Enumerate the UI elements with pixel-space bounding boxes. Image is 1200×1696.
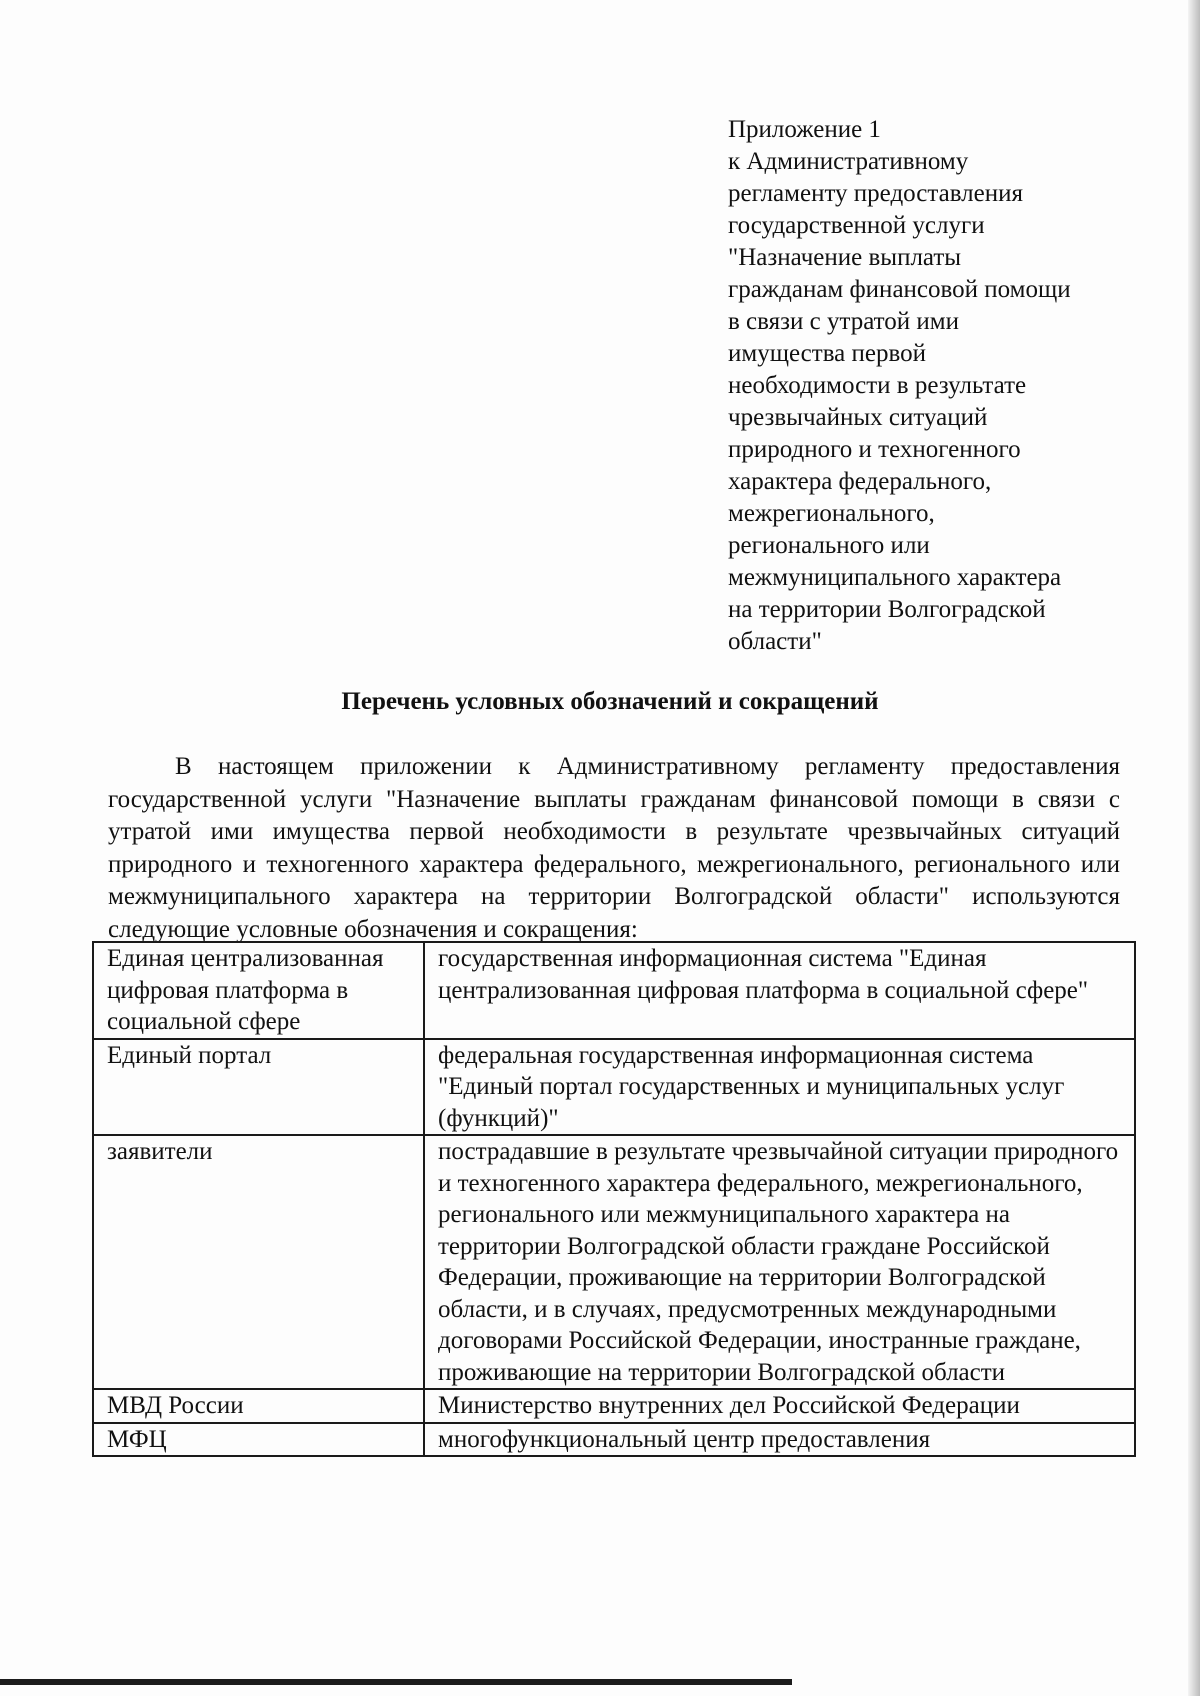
abbreviation-term: заявители bbox=[93, 1135, 424, 1389]
abbreviation-term: МФЦ bbox=[93, 1423, 424, 1457]
abbreviation-definition: пострадавшие в результате чрезвычайной ситуации природного и техногенного характера федерального, межрегионального, регионального или межмуниципального характера на территории Волгоградской области граждане Российской Федерации, проживающие на территории Волгоградской области, и в случаях, предусмотренных международными договорами Российской Федерации, иностранные граждане, проживающие на территории Волгоградской области bbox=[424, 1135, 1135, 1389]
abbreviation-definition: Министерство внутренних дел Российской Федерации bbox=[424, 1389, 1135, 1423]
table-row bbox=[93, 942, 1135, 1039]
table-row bbox=[93, 1389, 1135, 1423]
abbreviation-definition: многофункциональный центр предоставления bbox=[424, 1423, 1135, 1457]
abbreviation-term: Единый портал bbox=[93, 1039, 424, 1136]
abbreviation-term: МВД России bbox=[93, 1389, 424, 1423]
scan-shadow-right bbox=[1188, 0, 1200, 1696]
table-row bbox=[93, 1135, 1135, 1389]
table-row bbox=[93, 1039, 1135, 1136]
abbreviation-definition: государственная информационная система "Единая централизованная цифровая платформа в социальной сфере" bbox=[424, 942, 1135, 1039]
appendix-header: Приложение 1 к Административному регламенту предоставления государственной услуги "Назначение выплаты гражданам финансовой помощи в связи с утратой ими имущества первой необходимости в результате чрезвычайных ситуаций природного и техногенного характера федерального, межрегионального, регионального или межмуниципального характера на территории Волгоградской области" bbox=[728, 116, 1071, 655]
abbreviation-term: Единая централизованная цифровая платформа в социальной сфере bbox=[93, 942, 424, 1039]
abbreviation-definition: федеральная государственная информационная система "Единый портал государственных и муниципальных услуг (функций)" bbox=[424, 1039, 1135, 1136]
intro-paragraph: В настоящем приложении к Административному регламенту предоставления государственной услуги "Назначение выплаты гражданам финансовой помощи в связи с утратой ими имущества первой необходимости в результате чрезвычайных ситуаций природного и техногенного характера федерального, межрегионального, регионального или межмуниципального характера на территории Волгоградской области" используются следующие условные обозначения и сокращения: bbox=[108, 753, 1120, 943]
table-row bbox=[93, 1423, 1135, 1457]
scan-shadow-bottom bbox=[0, 1679, 792, 1685]
abbreviations-table bbox=[92, 941, 1136, 1457]
document-title: Перечень условных обозначений и сокращений bbox=[341, 688, 879, 715]
